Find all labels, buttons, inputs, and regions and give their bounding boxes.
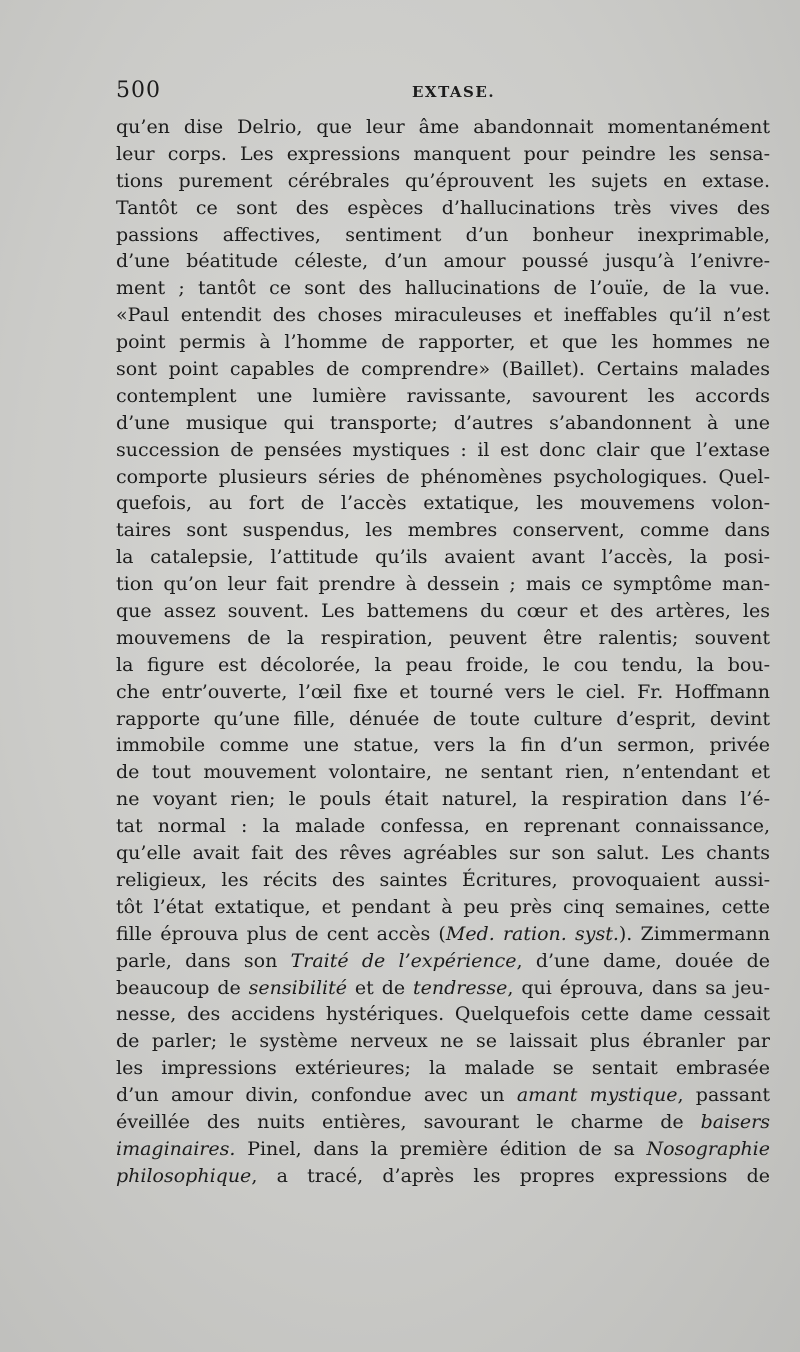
- text-segment: che entr’ouverte, l’œil fixe et tourné vers le ciel. Fr. Hoffmann: [116, 680, 770, 703]
- italic-text: baisers: [700, 1110, 770, 1133]
- text-segment: de tout mouvement volontaire, ne sentant rien, n’entendant et: [116, 761, 770, 784]
- text-segment: immobile comme une statue, vers la fin d’un sermon, privée: [116, 734, 770, 757]
- text-line: [116, 1001, 770, 1028]
- text-line: [116, 356, 770, 383]
- text-line: [116, 652, 770, 679]
- text-line: [116, 1028, 770, 1055]
- text-segment: tion qu’on leur fait prendre à dessein ; mais ce symptôme man-: [116, 573, 770, 596]
- text-line: [116, 1136, 770, 1163]
- text-segment: d’une musique qui transporte; d’autres s’abandonnent à une: [116, 411, 770, 434]
- text-segment: mouvemens de la respiration, peuvent être ralentis; souvent: [116, 626, 770, 649]
- text-line: [116, 921, 770, 948]
- running-head: EXTASE.: [412, 83, 496, 101]
- text-line: [116, 867, 770, 894]
- text-line: [116, 679, 770, 706]
- text-segment: nesse, des accidens hystériques. Quelquefois cette dame cessait: [116, 1003, 770, 1026]
- text-segment: éveillée des nuits entières, savourant le charme de: [116, 1110, 701, 1133]
- text-segment: rapporte qu’une fille, dénuée de toute culture d’esprit, devint: [116, 707, 770, 730]
- text-segment: d’une béatitude céleste, d’un amour poussé jusqu’à l’enivre-: [116, 250, 770, 273]
- text-line: [116, 813, 770, 840]
- page-header: [116, 78, 770, 108]
- text-line: [116, 1055, 770, 1082]
- text-line: [116, 975, 770, 1002]
- text-segment: quefois, au fort de l’accès extatique, les mouvemens volon-: [116, 492, 770, 515]
- text-segment: les impressions extérieures; la malade se sentait embrasée: [116, 1057, 770, 1080]
- text-segment: que assez souvent. Les battemens du cœur et des artères, les: [116, 600, 770, 623]
- text-segment: comporte plusieurs séries de phénomènes psychologiques. Quel-: [116, 465, 770, 488]
- text-segment: Tantôt ce sont des espèces d’hallucinations très vives des: [116, 196, 770, 219]
- italic-text: imaginaires.: [116, 1137, 236, 1160]
- text-segment: fille éprouva plus de cent accès (: [116, 922, 446, 945]
- text-segment: passions affectives, sentiment d’un bonheur inexprimable,: [116, 223, 770, 246]
- text-line: [116, 759, 770, 786]
- text-segment: leur corps. Les expressions manquent pour peindre les sensa-: [116, 142, 770, 165]
- text-segment: la catalepsie, l’attitude qu’ils avaient avant l’accès, la posi-: [116, 546, 770, 569]
- text-segment: religieux, les récits des saintes Écritures, provoquaient aussi-: [116, 868, 770, 891]
- text-segment: succession de pensées mystiques : il est donc clair que l’extase: [116, 438, 770, 461]
- text-line: [116, 571, 770, 598]
- italic-text: Traité de l’expérience: [290, 949, 517, 972]
- text-line: [116, 732, 770, 759]
- text-segment: la figure est décolorée, la peau froide, le cou tendu, la bou-: [116, 653, 770, 676]
- text-line: [116, 464, 770, 491]
- text-segment: tat normal : la malade confessa, en reprenant connaissance,: [116, 815, 770, 838]
- italic-text: amant mystique: [516, 1084, 678, 1107]
- italic-text: Nosographie: [646, 1137, 770, 1160]
- text-line: [116, 517, 770, 544]
- text-line: [116, 1163, 770, 1190]
- text-segment: sont point capables de comprendre» (Baillet). Certains malades: [116, 358, 770, 381]
- text-line: [116, 222, 770, 249]
- text-segment: ). Zimmermann: [618, 922, 770, 945]
- text-segment: parle, dans son: [116, 949, 291, 972]
- text-line: [116, 383, 770, 410]
- text-segment: ne voyant rien; le pouls était naturel, la respiration dans l’é-: [116, 788, 770, 811]
- text-segment: , passant: [677, 1084, 770, 1107]
- text-segment: contemplent une lumière ravissante, savourent les accords: [116, 384, 770, 407]
- text-line: [116, 248, 770, 275]
- text-segment: ment ; tantôt ce sont des hallucinations de l’ouïe, de la vue.: [116, 277, 770, 300]
- text-line: [116, 544, 770, 571]
- text-line: [116, 302, 770, 329]
- text-line: [116, 114, 770, 141]
- text-segment: de parler; le système nerveux ne se laissait plus ébranler par: [116, 1030, 770, 1053]
- italic-text: sensibilité: [248, 976, 348, 999]
- text-line: [116, 437, 770, 464]
- page-number: 500: [116, 78, 161, 103]
- text-line: [116, 168, 770, 195]
- text-segment: , qui éprouva, dans sa jeu-: [507, 976, 770, 999]
- text-segment: Pinel, dans la première édition de sa: [235, 1137, 647, 1160]
- text-segment: qu’elle avait fait des rêves agréables sur son salut. Les chants: [116, 842, 770, 865]
- text-line: [116, 195, 770, 222]
- text-segment: , a tracé, d’après les propres expressions de: [251, 1164, 770, 1187]
- text-line: [116, 1082, 770, 1109]
- text-line: [116, 141, 770, 168]
- text-line: [116, 894, 770, 921]
- italic-text: tendresse: [413, 976, 508, 999]
- italic-text: philosophique: [116, 1164, 252, 1187]
- text-line: [116, 598, 770, 625]
- text-segment: , d’une dame, douée de: [516, 949, 770, 972]
- text-line: [116, 275, 770, 302]
- text-line: [116, 1109, 770, 1136]
- text-line: [116, 948, 770, 975]
- text-segment: beaucoup de: [116, 976, 249, 999]
- text-line: [116, 706, 770, 733]
- text-segment: et de: [347, 976, 414, 999]
- text-segment: point permis à l’homme de rapporter, et que les hommes ne: [116, 331, 770, 354]
- text-segment: tions purement cérébrales qu’éprouvent les sujets en extase.: [116, 169, 770, 192]
- text-segment: qu’en dise Delrio, que leur âme abandonnait momentanément: [116, 116, 770, 138]
- text-line: [116, 490, 770, 517]
- italic-text: Med. ration. syst.: [445, 922, 619, 945]
- text-segment: tôt l’état extatique, et pendant à peu près cinq semaines, cette: [116, 895, 770, 918]
- text-line: [116, 625, 770, 652]
- text-line: [116, 410, 770, 437]
- text-line: [116, 840, 770, 867]
- text-segment: d’un amour divin, confondue avec un: [116, 1084, 517, 1107]
- text-segment: taires sont suspendus, les membres conservent, comme dans: [116, 519, 770, 542]
- text-line: [116, 786, 770, 813]
- text-segment: «Paul entendit des choses miraculeuses et ineffables qu’il n’est: [116, 304, 770, 327]
- text-line: [116, 329, 770, 356]
- body-text: [116, 114, 770, 1190]
